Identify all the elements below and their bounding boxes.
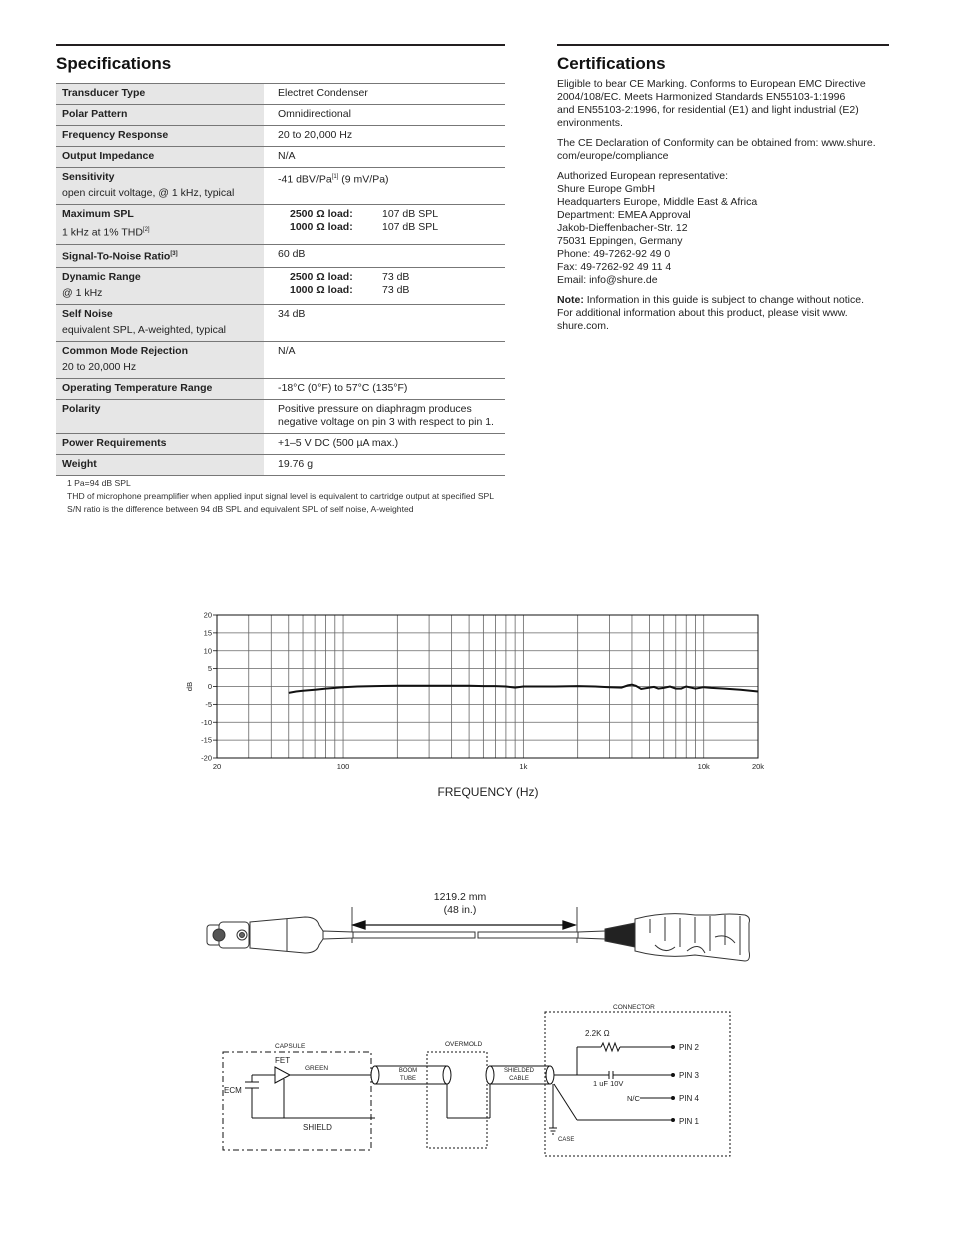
spec-label-cell (56, 244, 264, 268)
spec-label-cell (56, 84, 264, 105)
y-tick-label: -5 (205, 699, 212, 709)
boom-tube-label: BOOM (398, 1068, 418, 1074)
load-value: 73 dB (382, 284, 410, 296)
spec-label: Power Requirements (62, 437, 167, 449)
x-tick-label: 100 (336, 762, 350, 771)
spec-label-cell (56, 434, 264, 455)
cert-line: 75031 Eppingen, Germany (557, 235, 683, 247)
strain-relief (578, 914, 750, 961)
cable-line (353, 932, 578, 938)
cert-paragraph (557, 170, 892, 287)
specifications-title: Specifications (56, 54, 172, 73)
load-label: 1000 Ω load: (290, 284, 353, 296)
case-label: CASE (558, 1137, 575, 1143)
load-value: 107 dB SPL (382, 208, 439, 220)
spec-label: Frequency Response (62, 129, 169, 141)
fet-label: FET (275, 1056, 291, 1065)
note-label: Note: (557, 294, 584, 306)
pin-4-label: PIN 4 (679, 1094, 700, 1103)
ecm-label: ECM (224, 1086, 242, 1095)
spec-row (56, 342, 505, 379)
spec-label: Transducer Type (62, 87, 146, 99)
cert-line: Shure Europe GmbH (557, 183, 656, 195)
spec-label-cell (56, 400, 264, 434)
spec-label-cell (56, 455, 264, 476)
spec-label: Self Noise (62, 308, 113, 320)
spec-label: Sensitivity (62, 171, 115, 183)
spec-value (264, 205, 505, 245)
wiring-diagram (215, 1000, 735, 1165)
cert-line: Jakob-Dieffenbacher-Str. 12 (557, 222, 688, 234)
specifications-section (56, 44, 505, 74)
spec-value: 20 to 20,000 Hz (264, 126, 505, 147)
spec-row (56, 147, 505, 168)
y-tick-label: 20 (203, 610, 212, 620)
y-tick-label: 15 (203, 628, 212, 638)
nc-label: N/C (627, 1094, 640, 1103)
spec-value: 60 dB (264, 244, 505, 268)
spec-label-cell (56, 168, 264, 205)
x-tick-label: 1k (519, 762, 528, 771)
pin-1-label: PIN 1 (679, 1117, 700, 1126)
y-tick-label: -10 (201, 717, 212, 727)
spec-sublabel: 20 to 20,000 Hz (62, 361, 137, 373)
spec-sublabel: equivalent SPL, A-weighted, typical (62, 324, 227, 336)
pin-dots (671, 1045, 675, 1122)
x-tick-label: 20 (212, 762, 222, 771)
spec-label: Operating Temperature Range (62, 382, 213, 394)
load-value: 107 dB SPL (382, 221, 439, 233)
cert-line: 2004/108/EC. Meets Harmonized Standards EN55103-1:1996 (557, 91, 846, 103)
cert-line: environments. (557, 117, 623, 129)
spec-row (56, 379, 505, 400)
y-tick-label: -15 (201, 735, 212, 745)
pin-3-label: PIN 3 (679, 1071, 700, 1080)
certifications-body (557, 78, 892, 340)
spec-label: Common Mode Rejection (62, 345, 189, 357)
resistor-label: 2.2K Ω (585, 1029, 610, 1038)
spec-label-cell (56, 205, 264, 245)
specifications-table (56, 83, 505, 476)
shielded-cable-label: SHIELDED (503, 1068, 535, 1074)
spec-label: Output Impedance (62, 150, 155, 162)
capacitor-label: 1 uF 10V (593, 1079, 624, 1088)
spec-row (56, 305, 505, 342)
capsule-box (223, 1052, 371, 1150)
boom-tube-label-2: TUBE (399, 1076, 417, 1082)
spec-label-cell (56, 342, 264, 379)
frequency-response-chart (180, 605, 780, 780)
spec-label: Polarity (62, 403, 101, 415)
cert-line: com/europe/compliance (557, 150, 669, 162)
green-label: GREEN (305, 1065, 329, 1072)
spec-label-cell (56, 126, 264, 147)
spec-value: Omnidirectional (264, 105, 505, 126)
y-tick-label: 5 (207, 664, 212, 674)
shielded-cable-label-2: CABLE (509, 1076, 529, 1082)
spec-sublabel: @ 1 kHz (62, 287, 103, 299)
x-tick-label: 20k (751, 762, 765, 771)
spec-label-cell (56, 379, 264, 400)
cable-drawing (195, 885, 765, 975)
spec-row (56, 455, 505, 476)
cert-line: For additional information about this product, please visit www. (557, 307, 848, 319)
spec-value: Positive pressure on diaphragm produces negative voltage on pin 3 with respect to pin 1. (264, 400, 505, 434)
cert-line: and EN55103-2:1996, for residential (E1) and light industrial (E2) (557, 104, 859, 116)
spec-row (56, 434, 505, 455)
cert-line: Authorized European representative: (557, 170, 729, 182)
y-tick-label: 0 (207, 682, 212, 691)
cable-length-label-inches: (48 in.) (443, 904, 477, 916)
y-tick-label: -20 (201, 753, 212, 763)
spec-value: N/A (264, 147, 505, 168)
cert-line: Department: EMEA Approval (557, 209, 691, 221)
spec-row (56, 105, 505, 126)
spec-value: +1–5 V DC (500 µA max.) (264, 434, 505, 455)
spec-row (56, 244, 505, 268)
connector-circuit (549, 1043, 673, 1134)
spec-label-cell (56, 105, 264, 126)
spec-label-cell (56, 268, 264, 305)
spec-label: Polar Pattern (62, 108, 128, 120)
spec-value: 19.76 g (264, 455, 505, 476)
connector-label: CONNECTOR (613, 1004, 655, 1011)
spec-label: Signal-To-Noise Ratio[3] (62, 250, 178, 262)
spec-footnotes (67, 478, 507, 517)
cert-line: Eligible to bear CE Marking. Conforms to European EMC Directive (557, 78, 866, 90)
cable-length-label: 1219.2 mm (433, 891, 487, 903)
chart-x-axis-label: FREQUENCY (Hz) (437, 785, 539, 799)
spec-value: N/A (264, 342, 505, 379)
spec-row (56, 84, 505, 105)
footnote: 1 Pa=94 dB SPL (67, 478, 131, 488)
cert-line: Phone: 49-7262-92 49 0 (557, 248, 671, 260)
load-label: 2500 Ω load: (290, 271, 353, 283)
cert-paragraph (557, 78, 892, 130)
certifications-title: Certifications (557, 54, 666, 73)
overmold-wiring (447, 1084, 490, 1118)
spec-value: -18°C (0°F) to 57°C (135°F) (264, 379, 505, 400)
pin-2-label: PIN 2 (679, 1043, 700, 1052)
connector-box (545, 1012, 730, 1156)
cert-line: The CE Declaration of Conformity can be obtained from: www.shure. (557, 137, 876, 149)
cert-line: Information in this guide is subject to change without notice. (583, 294, 865, 306)
spec-row (56, 168, 505, 205)
spec-label-cell (56, 147, 264, 168)
y-axis-label: dB (185, 681, 194, 692)
spec-label: Maximum SPL (62, 208, 134, 220)
load-label: 2500 Ω load: (290, 208, 353, 220)
x-tick-label: 10k (697, 762, 710, 771)
overmold-label: OVERMOLD (445, 1041, 483, 1048)
spec-value: Electret Condenser (264, 84, 505, 105)
spec-row (56, 268, 505, 305)
certifications-section (557, 44, 889, 74)
spec-row (56, 205, 505, 245)
spec-label: Weight (62, 458, 97, 470)
footnote: S/N ratio is the difference between 94 dB SPL and equivalent SPL of self noise, A-weighted (67, 504, 414, 514)
cert-line: Headquarters Europe, Middle East & Africa (557, 196, 758, 208)
load-value: 73 dB (382, 271, 410, 283)
cert-line: Email: info@shure.de (557, 274, 658, 286)
capsule-label: CAPSULE (275, 1043, 306, 1050)
spec-label: Dynamic Range (62, 271, 141, 283)
spec-value: -41 dBV/Pa[1] (9 mV/Pa) (264, 168, 505, 205)
ta4f-connector (207, 917, 353, 953)
load-label: 1000 Ω load: (290, 221, 353, 233)
cert-note (557, 294, 892, 333)
y-tick-label: 10 (203, 646, 212, 656)
capsule-circuit (245, 1067, 375, 1118)
footnote: THD of microphone preamplifier when applied input signal level is equivalent to cartridge output at specified SPL (67, 491, 495, 501)
spec-row (56, 400, 505, 434)
spec-label-cell (56, 305, 264, 342)
shield-label: SHIELD (303, 1123, 332, 1132)
spec-row (56, 126, 505, 147)
spec-sublabel: open circuit voltage, @ 1 kHz, typical (62, 187, 235, 199)
spec-value: 34 dB (264, 305, 505, 342)
cert-line: shure.com. (557, 320, 609, 332)
spec-value (264, 268, 505, 305)
cert-line: Fax: 49-7262-92 49 11 4 (557, 261, 672, 273)
cert-paragraph (557, 137, 892, 163)
spec-sublabel: 1 kHz at 1% THD[2] (62, 226, 150, 239)
